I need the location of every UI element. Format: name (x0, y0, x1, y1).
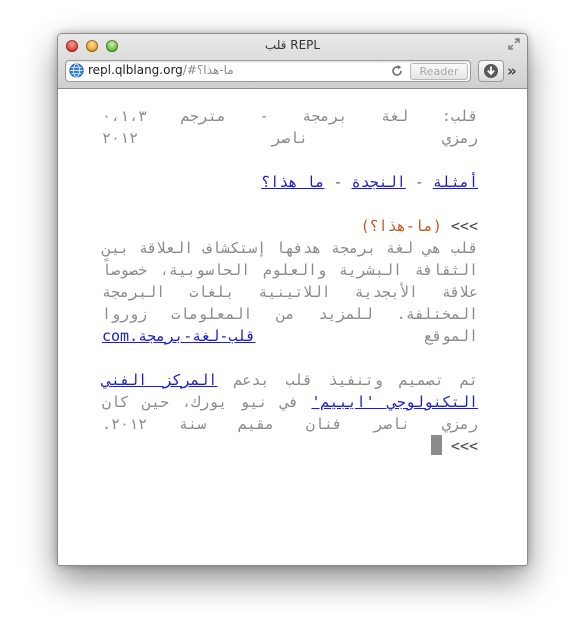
globe-icon (69, 63, 84, 78)
examples-link[interactable]: أمثلة (432, 173, 478, 191)
header-line: قلب: لغة برمجة - مترجم ٠،١،٣ (102, 107, 478, 125)
fullscreen-icon[interactable] (507, 37, 521, 51)
prompt-symbol: <<< (450, 437, 478, 455)
browser-toolbar (58, 34, 527, 89)
nav-separator: - (324, 173, 352, 191)
input-line[interactable] (102, 435, 478, 457)
url-path: /#ما-هذا؟ (182, 63, 234, 77)
url-host: repl.qlblang.org (88, 63, 183, 77)
chevron-double-right-icon[interactable]: » (507, 62, 517, 80)
url-text[interactable] (88, 63, 234, 77)
center-link[interactable]: المركز الفني التكنولوجي 'ايبيم' (102, 371, 479, 411)
repl-content (58, 89, 527, 565)
what-is-this-link[interactable]: ما هذا؟ (261, 173, 325, 191)
description-text: قلب هي لغة برمجة هدفها إستكشاف العلاقة بين الثقافة البشرية والعلوم الحاسوبية، خصوصاً علاقة الأبجدية اللاتينية بلغات البرمجة المختلفة. للمزيد من المعلومات زوروا الموقع (102, 239, 478, 345)
nav-links (102, 171, 478, 193)
spacer (102, 193, 478, 215)
help-link[interactable]: النجدة (351, 173, 406, 191)
reader-button[interactable]: Reader (410, 63, 468, 80)
spacer (102, 149, 478, 171)
download-icon (479, 61, 503, 81)
description-paragraph (102, 237, 478, 347)
site-link[interactable]: قلب-لغة-برمجة.com (102, 327, 256, 345)
command-line (102, 215, 478, 237)
window-title: قلب REPL (264, 38, 321, 52)
spacer (102, 347, 478, 369)
repl-console[interactable] (102, 105, 478, 457)
reload-icon[interactable] (390, 64, 404, 78)
author-line: رمزي ناصر ٢٠١٢ (102, 129, 478, 147)
address-bar[interactable] (65, 60, 471, 82)
nav-separator: - (405, 173, 433, 191)
credits-before-text: تم تصميم وتنفيذ قلب بدعم (233, 371, 478, 389)
download-button[interactable] (478, 60, 504, 82)
credits-after-text: في نيو يورك، حين كان رمزي ناصر فنان مقيم سنة ٢٠١٢. (102, 393, 478, 433)
text-cursor (431, 435, 442, 455)
credits-paragraph (102, 369, 478, 435)
command-text: (ما-هذا؟) (360, 217, 442, 235)
prompt-symbol: <<< (450, 217, 478, 235)
browser-window (57, 33, 528, 566)
